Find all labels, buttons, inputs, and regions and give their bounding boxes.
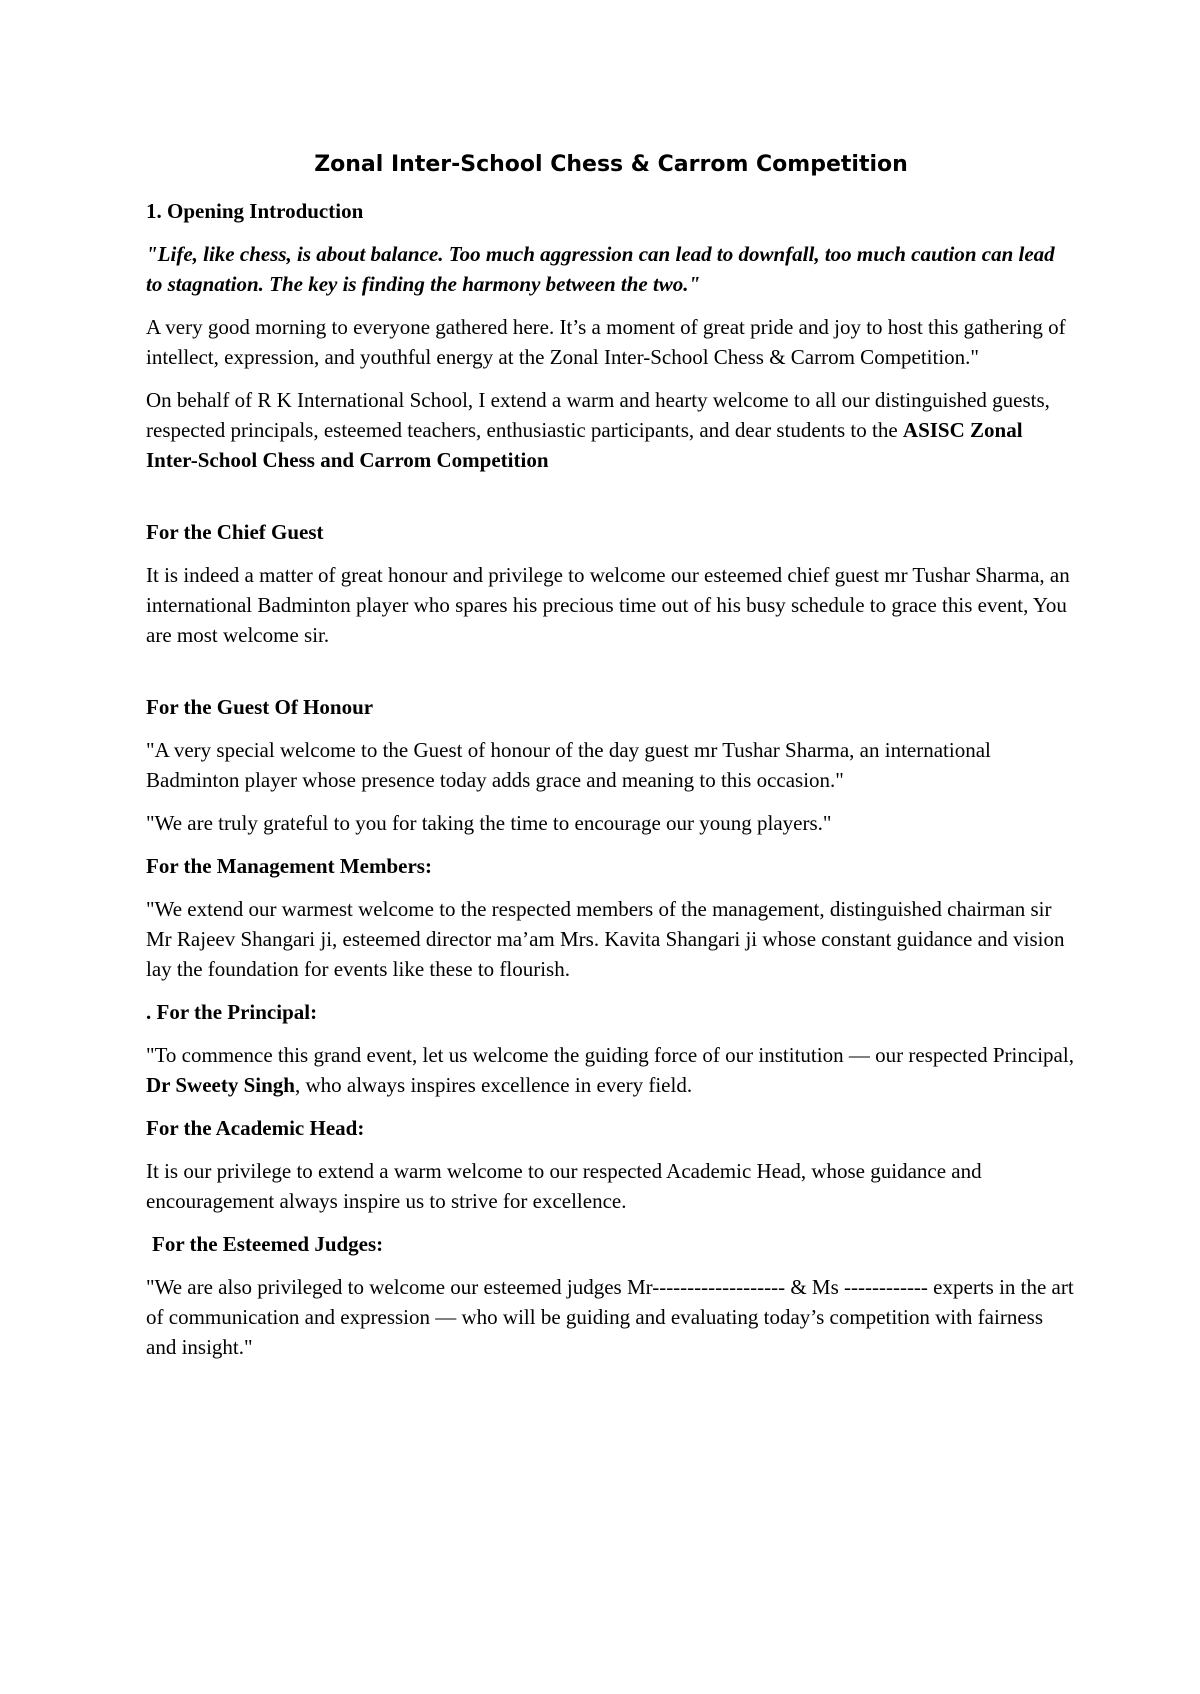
guest-of-honour-paragraph-1: "A very special welcome to the Guest of honour of the day guest mr Tushar Sharma, an international Badminton player whose presence today adds grace and meaning to this occasion." (146, 738, 991, 792)
competition-name: ASISC Zonal Inter-School Chess and Carrom Competition (146, 418, 1023, 472)
guest-of-honour-paragraph-2: "We are truly grateful to you for taking the time to encourage our young players." (146, 811, 832, 835)
document-page (146, 150, 1076, 1375)
opening-quote: "Life, like chess, is about balance. Too much aggression can lead to downfall, too much caution can lead to stagnation. The key is finding the harmony between the two." (146, 242, 1055, 296)
management-heading: For the Management Members: (146, 854, 432, 878)
principal-text-prefix: "To commence this grand event, let us welcome the guiding force of our institution — our respected Principal, (146, 1043, 1074, 1067)
chief-guest-paragraph: It is indeed a matter of great honour and privilege to welcome our esteemed chief guest mr Tushar Sharma, an international Badminton player who spares his precious time out of his busy schedule to grace this event, You are most welcome sir. (146, 563, 1070, 647)
document-title: Zonal Inter-School Chess & Carrom Competition (314, 152, 908, 177)
opening-paragraph-1: A very good morning to everyone gathered here. It’s a moment of great pride and joy to host this gathering of intellect, expression, and youthful energy at the Zonal Inter-School Chess & Carrom Competition." (146, 315, 1066, 369)
opening-heading: 1. Opening Introduction (146, 199, 364, 223)
principal-text-suffix: , who always inspires excellence in every field. (294, 1073, 693, 1097)
management-paragraph: "We extend our warmest welcome to the respected members of the management, distinguished chairman sir Mr Rajeev Shangari ji, esteemed director ma’am Mrs. Kavita Shangari ji whose constant guidance and vision lay the foundation for events like these to flourish. (146, 897, 1065, 981)
judges-paragraph: "We are also privileged to welcome our esteemed judges Mr------------------- & Ms ------------ experts in the art of communication and expression — who will be guiding and evaluating today’s competition with fairness and insight." (146, 1275, 1074, 1359)
principal-paragraph (146, 1040, 1076, 1100)
academic-head-heading: For the Academic Head: (146, 1116, 365, 1140)
guest-of-honour-heading: For the Guest Of Honour (146, 695, 374, 719)
opening-paragraph-2 (146, 385, 1076, 475)
chief-guest-heading: For the Chief Guest (146, 520, 324, 544)
principal-name: Dr Sweety Singh (146, 1073, 295, 1097)
judges-heading: For the Esteemed Judges: (152, 1232, 384, 1256)
principal-heading: . For the Principal: (146, 1000, 318, 1024)
opening-paragraph-2-text: On behalf of R K International School, I extend a warm and hearty welcome to all our distinguished guests, respected principals, esteemed teachers, enthusiastic participants, and dear students to the (146, 388, 1050, 442)
academic-head-paragraph: It is our privilege to extend a warm welcome to our respected Academic Head, whose guidance and encouragement always inspire us to strive for excellence. (146, 1159, 982, 1213)
